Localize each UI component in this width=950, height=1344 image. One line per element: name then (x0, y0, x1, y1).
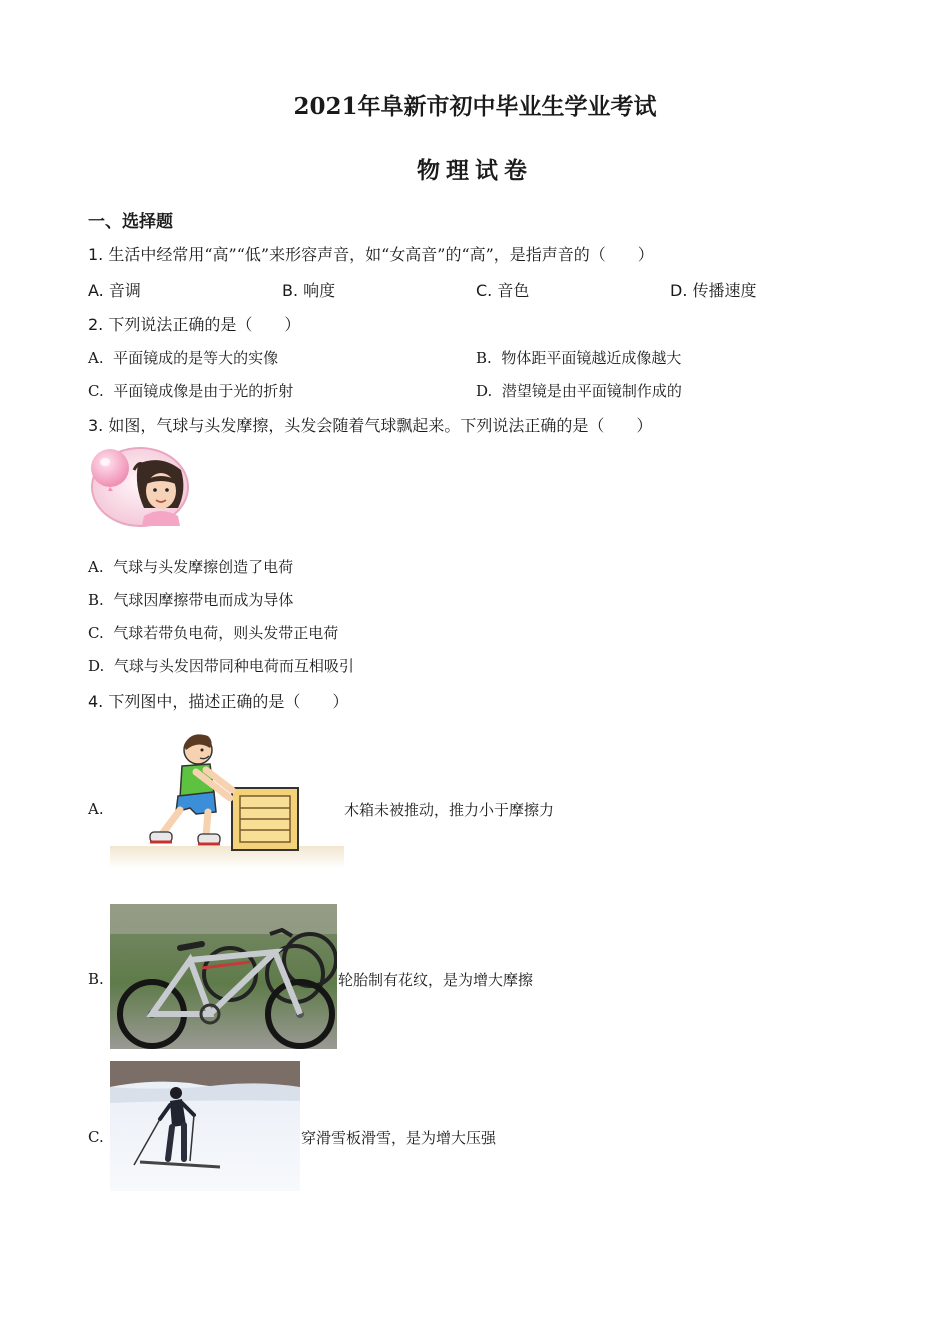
q4-option-a-letter: A. (88, 800, 104, 818)
question-4 (88, 689, 348, 712)
q2-option-d: D. 潜望镜是由平面镜制作成的 (476, 382, 682, 400)
question-3 (88, 413, 652, 436)
question-2 (88, 312, 300, 335)
q3-option-a: A. 气球与头发摩擦创造了电荷 (88, 558, 294, 576)
q2-option-c: C. 平面镜成像是由于光的折射 (88, 382, 294, 400)
question-text: 如图，气球与头发摩擦，头发会随着气球飘起来。下列说法正确的是（ ） (108, 416, 653, 435)
balloon-hair-illustration (86, 446, 190, 530)
q1-option-d: D. 传播速度 (670, 281, 757, 300)
q4-option-c-letter: C. (88, 1128, 104, 1146)
boy-pushing-box-illustration (110, 728, 344, 868)
q3-option-c: C. 气球若带负电荷，则头发带正电荷 (88, 624, 339, 642)
q3-option-d: D. 气球与头发因带同种电荷而互相吸引 (88, 657, 354, 675)
exam-title: 2021年阜新市初中毕业生学业考试 (293, 93, 657, 120)
q1-option-c: C. 音色 (476, 281, 530, 300)
question-text: 下列图中，描述正确的是（ ） (108, 692, 349, 711)
question-number: 4. (88, 692, 104, 711)
q2-option-b: B. 物体距平面镜越近成像越大 (476, 349, 682, 367)
question-number: 3. (88, 416, 104, 435)
question-text: 生活中经常用“高”“低”来形容声音，如“女高音”的“高”，是指声音的（ ） (108, 245, 654, 264)
q3-option-b: B. 气球因摩擦带电而成为导体 (88, 591, 294, 609)
exam-subtitle: 物理试卷 (417, 157, 533, 184)
q2-option-a: A. 平面镜成的是等大的实像 (88, 349, 279, 367)
question-1 (88, 242, 654, 265)
bicycles-photo (110, 904, 337, 1049)
skier-photo (110, 1061, 300, 1191)
question-text: 下列说法正确的是（ ） (108, 315, 301, 334)
section-heading: 一、选择题 (88, 212, 173, 232)
question-number: 1. (88, 245, 104, 264)
q1-option-a: A. 音调 (88, 281, 141, 300)
q4-option-c-text: 穿滑雪板滑雪，是为增大压强 (301, 1129, 497, 1147)
q4-option-a-text: 木箱未被推动，推力小于摩擦力 (344, 801, 555, 819)
q4-option-b-text: 轮胎制有花纹，是为增大摩擦 (338, 971, 534, 989)
q1-option-b: B. 响度 (282, 281, 336, 300)
q4-option-b-letter: B. (88, 970, 104, 988)
question-number: 2. (88, 315, 104, 334)
